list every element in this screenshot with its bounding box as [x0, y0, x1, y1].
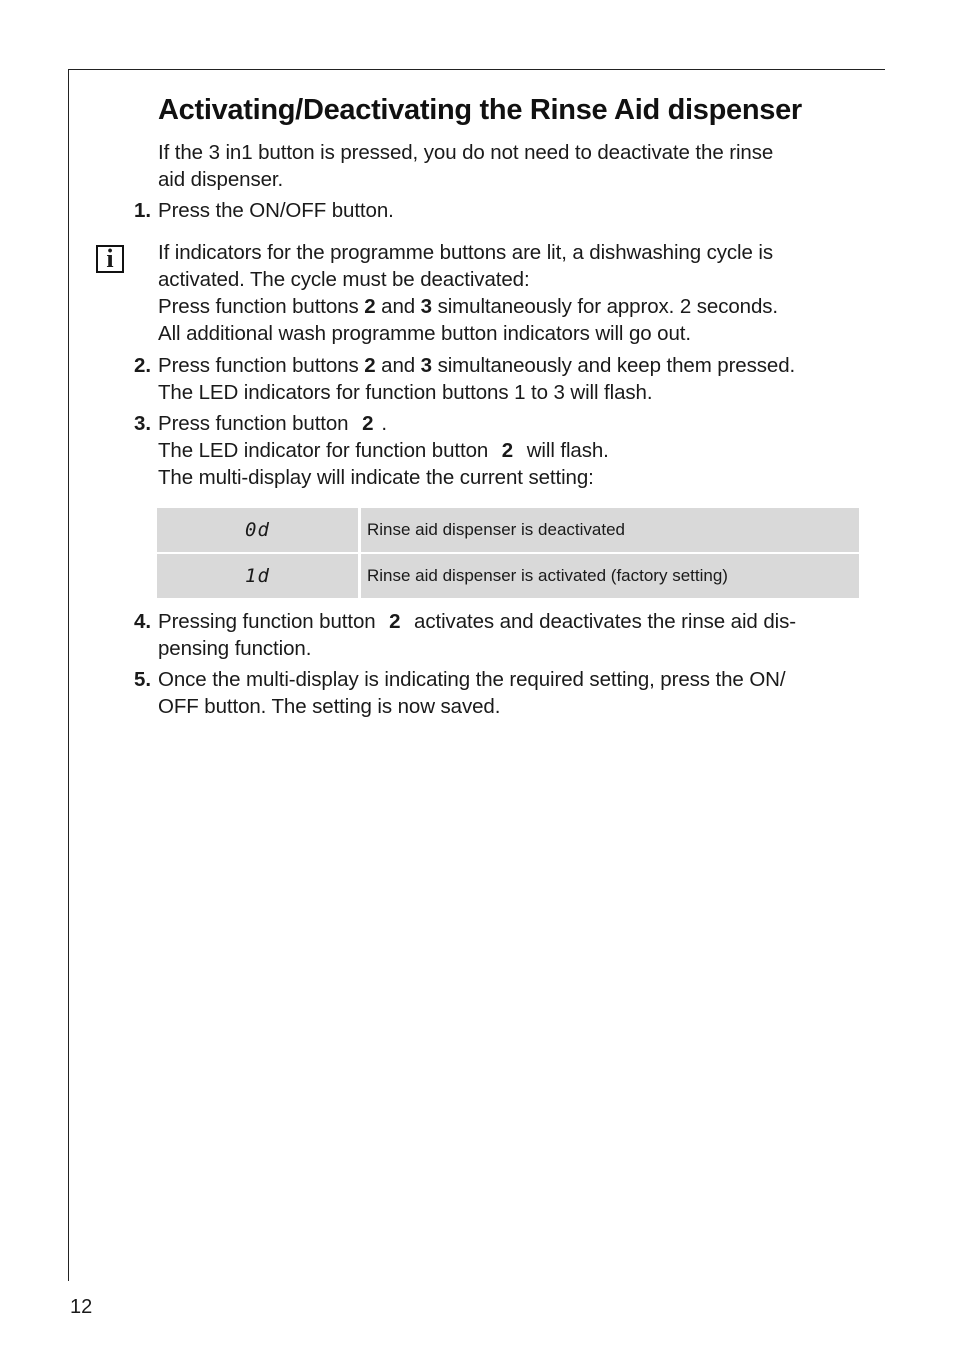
- page-frame-left-rule: [68, 69, 69, 1281]
- step-3-number: 3.: [134, 412, 152, 435]
- table-row: [157, 508, 859, 552]
- display-code: 0d: [157, 508, 358, 552]
- step-1-text: Press the ON/OFF button.: [158, 199, 394, 222]
- section-heading: Activating/Deactivating the Rinse Aid dispenser: [158, 94, 802, 126]
- setting-description: Rinse aid dispenser is activated (factory setting): [361, 554, 859, 598]
- step-5-number: 5.: [134, 668, 152, 691]
- table-row: [157, 554, 859, 598]
- step-2-number: 2.: [134, 354, 152, 377]
- step-2-text: Press function buttons 2 and 3 simultaneously and keep them pressed. The LED indicators for function buttons 1 to 3 will flash.: [158, 354, 796, 404]
- step-1-number: 1.: [134, 199, 152, 222]
- info-icon: i: [96, 245, 124, 273]
- step-5-text: Once the multi-display is indicating the required setting, press the ON/ OFF button. The setting is now saved.: [158, 668, 786, 718]
- setting-description: Rinse aid dispenser is deactivated: [361, 508, 859, 552]
- step-3-text: Press function button 2 . The LED indicator for function button 2 will flash. The multi-display will indicate the current setting:: [158, 412, 609, 489]
- page-frame-top-rule: [69, 69, 885, 70]
- step-4-number: 4.: [134, 610, 152, 633]
- info-note: If indicators for the programme buttons are lit, a dishwashing cycle is activated. The cycle must be deactivated: Press function buttons 2 and 3 simultaneously for approx. 2 seconds. All additional wash programme button indicators will go out.: [158, 241, 778, 345]
- intro-paragraph: If the 3 in1 button is pressed, you do not need to deactivate the rinse aid dispenser.: [158, 141, 774, 191]
- step-4-text: Pressing function button 2 activates and deactivates the rinse aid dis- pensing function.: [158, 610, 796, 660]
- page-number: 12: [70, 1296, 93, 1318]
- display-code: 1d: [157, 554, 358, 598]
- settings-table: [157, 508, 859, 598]
